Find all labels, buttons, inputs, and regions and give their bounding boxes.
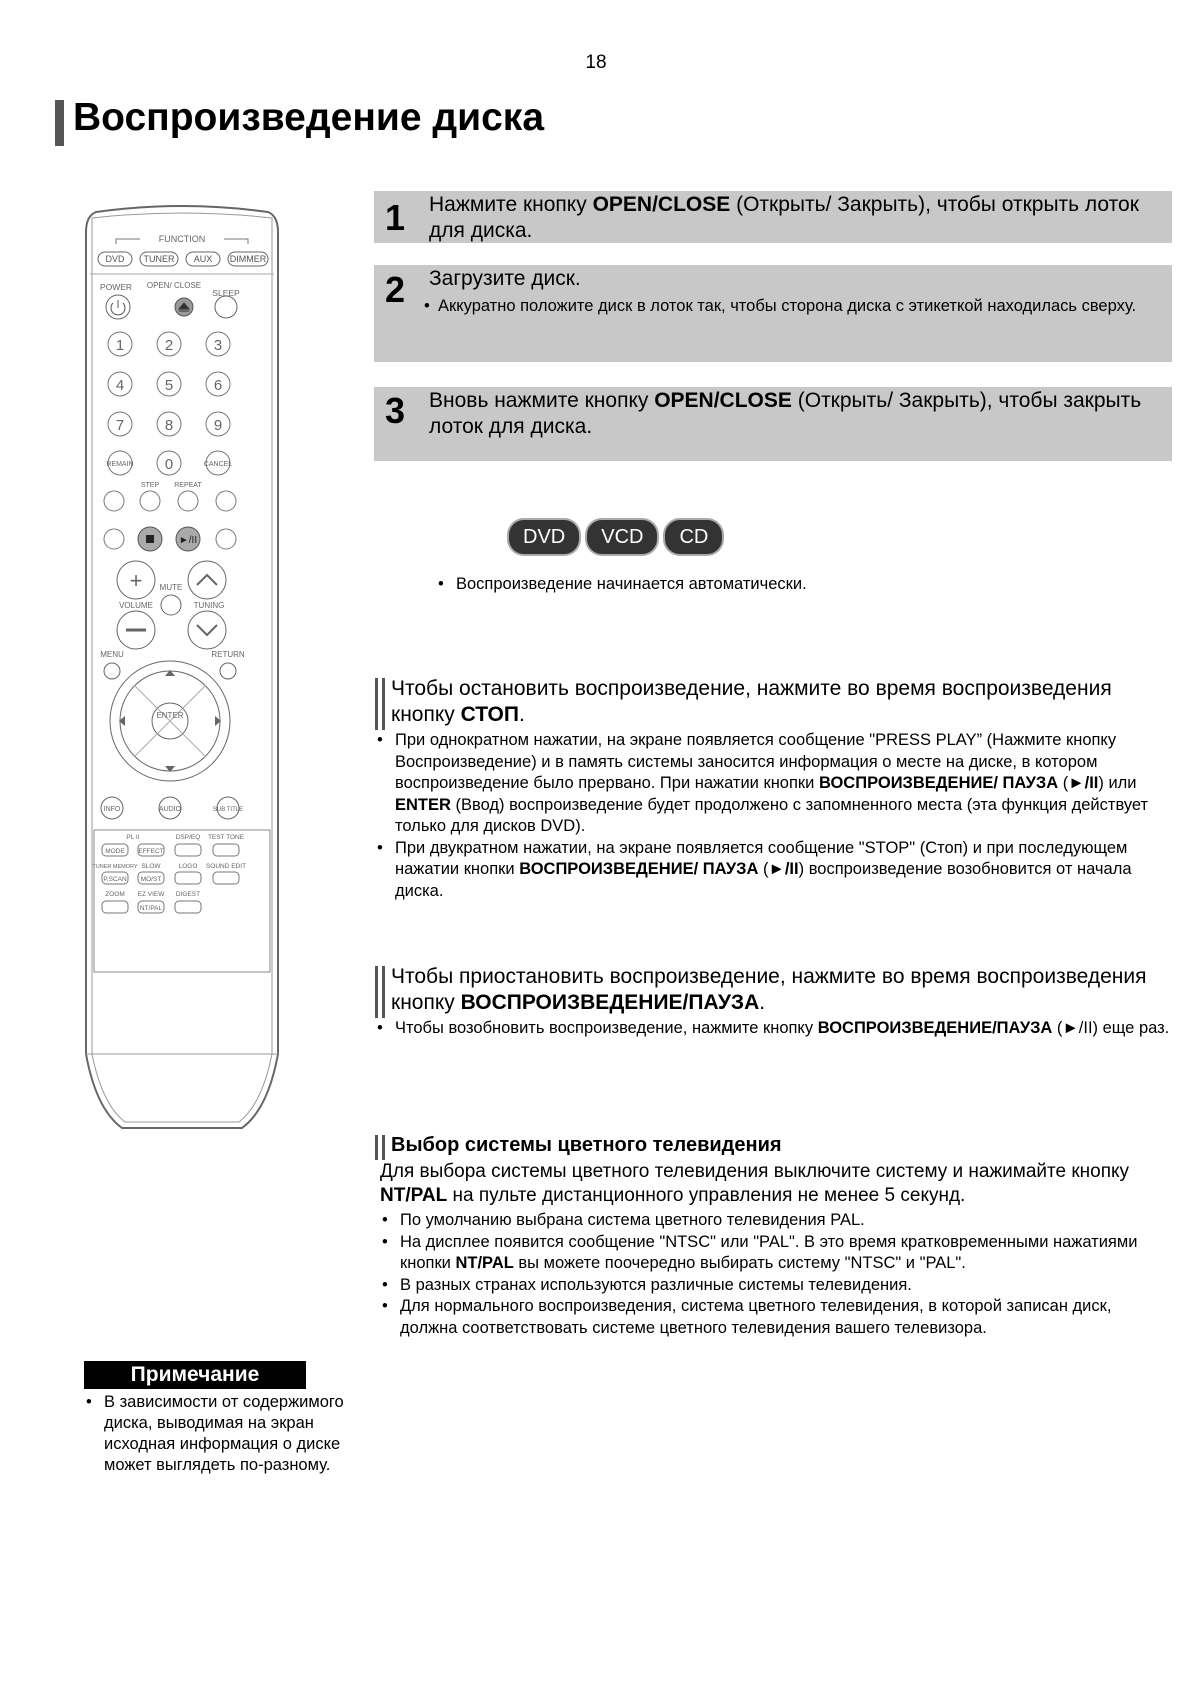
digit-2: 2 <box>164 337 174 354</box>
digit-4: 4 <box>115 377 125 394</box>
digit-8: 8 <box>164 417 174 434</box>
tv-section-heading: Выбор системы цветного телевидения <box>391 1133 1171 1158</box>
section-marker <box>375 966 385 1018</box>
stop-section <box>391 676 1171 902</box>
open-close-label: OPEN/ CLOSE <box>146 281 202 290</box>
cd-badge: CD <box>663 518 724 556</box>
logo-label: LOGO <box>178 863 198 870</box>
mo-st-label: MO/ST <box>140 876 162 883</box>
pl2-label: PL II <box>126 834 140 841</box>
nt-pal-label: NT/PAL <box>139 905 163 912</box>
func-btn-1: TUNER <box>143 254 175 264</box>
digit-9: 9 <box>213 417 223 434</box>
func-btn-3: DIMMER <box>229 254 267 264</box>
section-marker <box>375 678 385 730</box>
digit-6: 6 <box>213 377 223 394</box>
stop-section-heading: Чтобы остановить воспроизведение, нажмите во время воспроизведения кнопку СТОП. <box>391 676 1171 728</box>
list-item: • Чтобы возобновить воспроизведение, нажмите кнопку ВОСПРОИЗВЕДЕНИЕ/ПАУЗА (►/II) еще раз. <box>375 1018 1171 1040</box>
note-label: Примечание <box>84 1361 306 1389</box>
remain-label: REMAIN <box>106 461 134 468</box>
step-text: Загрузите диск. <box>429 267 581 290</box>
step-number: 3 <box>385 390 406 431</box>
enter-label: ENTER <box>156 711 184 720</box>
list-item: • При двукратном нажатии, на экране появляется сообщение "STOP" (Стоп) и при последующем нажатии кнопки ВОСПРОИЗВЕДЕНИЕ/ ПАУЗА (►/II) воспроизведение возобновится от начала диска. <box>375 838 1171 903</box>
step-text: Нажмите кнопку OPEN/CLOSE (Открыть/ Закрыть), чтобы открыть лоток для диска. <box>429 193 1139 242</box>
tuner-memory-label: TUNER MEMORY <box>92 864 138 870</box>
mute-button <box>161 595 181 615</box>
sound-edit-label: SOUND EDIT <box>205 863 247 870</box>
step-text: Вновь нажмите кнопку OPEN/CLOSE (Открыть/ Закрыть), чтобы закрыть лоток для диска. <box>429 389 1142 438</box>
digit-5: 5 <box>164 377 174 394</box>
func-btn-2: AUX <box>193 254 213 264</box>
pause-section-heading: Чтобы приостановить воспроизведение, нажмите во время воспроизведения кнопку ВОСПРОИЗВЕДЕНИЕ/ПАУЗА. <box>391 964 1171 1016</box>
digit-0: 0 <box>164 456 174 473</box>
sleep-label: SLEEP <box>212 288 240 298</box>
list-item: • В разных странах используются различные системы телевидения. <box>380 1275 1160 1297</box>
tv-section-bullets <box>380 1210 1160 1339</box>
list-item: • По умолчанию выбрана система цветного телевидения PAL. <box>380 1210 1160 1232</box>
step-1 <box>374 191 1172 243</box>
list-item: • На дисплее появится сообщение "NTSC" или "PAL". В это время кратковременными нажатиями кнопки NT/PAL вы можете поочередно выбирать систему "NTSC" и "PAL". <box>380 1232 1160 1275</box>
sleep-button <box>215 296 237 318</box>
pause-section-bullets <box>375 1018 1171 1040</box>
slow-label: SLOW <box>141 863 161 870</box>
svg-text:►/II: ►/II <box>178 535 198 546</box>
step-number: 2 <box>385 269 406 310</box>
note-body <box>84 1392 374 1476</box>
p-scan-label: P.SCAN <box>103 876 127 883</box>
info-label: INFO <box>103 806 121 813</box>
vcd-badge: VCD <box>585 518 659 556</box>
function-label: FUNCTION <box>158 234 206 244</box>
test-tone-label: TEST TONE <box>207 834 245 841</box>
mute-label: MUTE <box>159 583 183 592</box>
digit-7: 7 <box>115 417 125 434</box>
zoom-label: ZOOM <box>105 891 125 898</box>
list-item: • Воспроизведение начинается автоматически. <box>436 573 1136 595</box>
tv-section-intro: Для выбора системы цветного телевидения выключите систему и нажимайте кнопку NT/PAL на пульте дистанционного управления не менее 5 секунд. <box>380 1161 1130 1206</box>
cancel-label: CANCEL <box>203 461 233 468</box>
remote-control-illustration <box>82 204 282 1134</box>
disc-type-badges <box>507 518 724 556</box>
step-3 <box>374 387 1172 461</box>
tuning-label: TUNING <box>193 601 225 610</box>
power-label: POWER <box>99 282 133 292</box>
list-item: • В зависимости от содержимого диска, выводимая на экран исходная информация о диске может выглядеть по-разному. <box>84 1392 374 1476</box>
list-item: • При однократном нажатии, на экране появляется сообщение "PRESS PLAY” (Нажмите кнопку Воспроизведение) и в память системы заносится информация о месте на диске, в котором воспроизведение было прервано. При нажатии кнопки ВОСПРОИЗВЕДЕНИЕ/ ПАУЗА (►/II) или ENTER (Ввод) воспроизведение будет продолжено с запомненного места (эта функция действует только для дисков DVD). <box>375 730 1171 838</box>
digit-3: 3 <box>213 337 223 354</box>
pause-section <box>391 964 1171 1040</box>
step-label: STEP <box>140 482 160 489</box>
volume-label: VOLUME <box>119 601 153 610</box>
svg-text:+: + <box>129 568 143 593</box>
menu-label: MENU <box>100 650 124 659</box>
func-btn-0: DVD <box>105 254 125 264</box>
list-item: • Для нормального воспроизведения, система цветного телевидения, в которой записан диск, должна соответствовать системе цветного телевидения вашего телевизора. <box>380 1296 1160 1339</box>
page-title: Воспроизведение диска <box>73 96 545 139</box>
digest-label: DIGEST <box>175 891 201 898</box>
step-subtext: • Аккуратно положите диск в лоток так, чтобы сторона диска с этикеткой находилась сверху. <box>438 295 1154 317</box>
repeat-label: REPEAT <box>174 482 202 489</box>
effect-label: EFFECT <box>138 848 164 855</box>
section-marker <box>375 1135 385 1160</box>
audio-label: AUDIO <box>158 806 182 813</box>
auto-play-note <box>436 573 1136 595</box>
dsp-eq-label: DSP/EQ <box>175 834 201 841</box>
step-2 <box>374 265 1172 362</box>
stop-section-bullets <box>375 730 1171 902</box>
tv-system-section <box>391 1133 1171 1158</box>
dvd-badge: DVD <box>507 518 581 556</box>
return-label: RETURN <box>211 650 245 659</box>
digit-1: 1 <box>115 337 125 354</box>
ez-view-label: EZ VIEW <box>137 891 165 898</box>
sub-title-label: SUB TITLE <box>212 807 244 813</box>
title-marker <box>55 100 64 146</box>
step-number: 1 <box>385 197 406 238</box>
mode-label: MODE <box>105 848 125 855</box>
page-number: 18 <box>585 52 607 73</box>
